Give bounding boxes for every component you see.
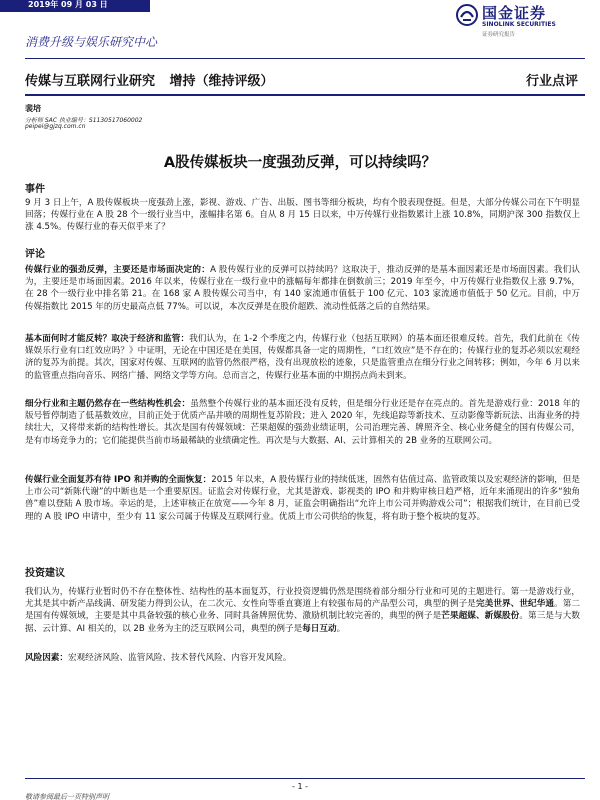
header-divider bbox=[25, 58, 585, 59]
analyst-cert: 分析师 SAC 执业编号：S1130517060002 bbox=[25, 117, 143, 124]
research-center-name: 消费升级与娱乐研究中心 bbox=[25, 35, 158, 49]
invest-stocks-3: 每日互动 bbox=[302, 623, 337, 634]
comment-heading: 评论 bbox=[25, 249, 45, 260]
rating-label: 增持（维持评级） bbox=[169, 74, 274, 89]
logo-cn-text: 国金证券 bbox=[482, 4, 547, 22]
p3-lead: 细分行业和主题仍然存在一些结构性机会： bbox=[25, 399, 191, 409]
risk-lead: 风险因素： bbox=[25, 653, 68, 663]
p4-lead: 传媒行业全面复苏有待 IPO 和并购的全面恢复： bbox=[25, 475, 212, 485]
invest-stocks-2: 芒果超媒、新媒股份 bbox=[441, 611, 520, 622]
footer-divider bbox=[25, 778, 585, 779]
event-heading: 事件 bbox=[25, 184, 45, 195]
invest-text-4: 。 bbox=[336, 623, 346, 634]
p3-body: 虽然整个传媒行业的基本面还没有反转，但是细分行业还是存在亮点的。首先是游戏行业：2018 年的版号暂停制造了低基数效应，目前正处于优质产品井喷的周期性复苏阶段；进入 2020 年，先线追踪等新技术、互动影像等新玩法、出海业务的持续壮大，又将带来新的结构性增长。其次是国有传媒领域：芒果超媒的强劲业绩证明，公司治理完善、牌照齐全、核心业务健全的国有传媒公司，是有市场竞争力的；它们能提供当前市场最稀缺的业绩确定性。再次是与大数据、AI、云计算相关的 2B 业务的互联网公司。 bbox=[25, 399, 580, 446]
report-date: 2019年 09 月 03 日 bbox=[28, 0, 108, 9]
invest-paragraph bbox=[25, 586, 580, 635]
report-type: 行业点评 bbox=[525, 74, 578, 89]
p1-lead: 传媒行业的强劲反弹，主要还是市场面决定的： bbox=[25, 265, 211, 275]
invest-text-3: 。第三是与大数据、云计算、AI 相关的，以 2B 业务为主的泛互联网公司，典型的例子是 bbox=[25, 611, 580, 634]
event-paragraph: 9 月 3 日上午，A 股传媒板块一度强劲上涨，影视、游戏、广告、出版、图书等细分板块，均有个股表现登挺。但是，大部分传媒公司在下午明显回落；传媒行业在 A 股 28 个一级行业当中，涨幅排名第 6。自从 8 月 15 日以来，中万传媒行业指数累计上涨 10.8%，同期沪深 300 指数仅上涨 4.5%。传媒行业的春天似乎来了？ bbox=[25, 198, 580, 233]
document-title: A股传媒板块一度强劲反弹，可以持续吗？ bbox=[163, 155, 437, 171]
risk-paragraph bbox=[25, 652, 580, 664]
analyst-email[interactable]: peipei@gjzq.com.cn bbox=[25, 123, 86, 130]
invest-heading: 投资建议 bbox=[25, 568, 65, 579]
brand-logo bbox=[450, 2, 578, 46]
comment-paragraph-3 bbox=[25, 398, 580, 447]
p2-lead: 基本面何时才能反转？取决于经济和监管： bbox=[25, 334, 190, 344]
invest-stocks-1: 完美世界、世纪华通 bbox=[475, 599, 555, 610]
risk-body: 宏观经济风险、监管风险、技术替代风险、内容开发风险。 bbox=[67, 653, 292, 663]
industry-title-line bbox=[25, 70, 274, 89]
comment-paragraph-1 bbox=[25, 264, 580, 313]
page-number: - 1 - bbox=[292, 782, 308, 791]
p4-body: 2015 年以来，A 股传媒行业的持续低迷，固然有估值过高、监管政策以及宏观经济的影响，但是上市公司“新陈代谢”的中断也是一个重要原因。证监会对传媒行业，尤其是游戏、影视类的 IPO 和并购审核日趋严格，近年来涌现出的许多“独角兽”难以登陆 A 股市场。幸运的是，上述审核正在放宽——今年 8 月，证监会明确指出“允许上市公司并购游戏公司”；根据我们统计，在目前已受理的 A 股 IPO 申请中，至少有 11 家公司属于传媒及互联网行业。优质上市公司供给的恢复，将有助于整个板块的复苏。 bbox=[25, 475, 580, 522]
p2-body: 我们认为，在 1-2 个季度之内，传媒行业（包括互联网）的基本面还很难反转。首先，我们此前在《传媒娱乐行业有口红效应吗？》中证明，无论在中国还是在美国，传媒都具备一定的周期性，“口红效应”是不存在的；传媒行业的复苏必须以宏观经济的复苏为前提。其次，国家对传媒、互联网的监管仍然很严格，没有出现放松的迹象，只是监管重点在细分行业之间转移；例如，今年 6 月以来的监管重点指向音乐、网络广播、网络文学等方向。总而言之，传媒行业基本面的中期拐点尚未到来。 bbox=[25, 334, 580, 381]
logo-sub-text: 证券研究报告 bbox=[482, 32, 516, 38]
analyst-name: 裴培 bbox=[25, 104, 41, 113]
comment-paragraph-4 bbox=[25, 474, 580, 523]
logo-en-text: SINOLINK SECURITIES bbox=[482, 21, 556, 28]
industry-name: 传媒与互联网行业研究 bbox=[25, 74, 156, 89]
invest-text-2: 。第二是国有传媒领域，主要是其中具备较强的核心业务、同时具备牌照优势、激励机制比较完善的，典型的例子是 bbox=[25, 599, 580, 622]
title-divider bbox=[25, 94, 585, 96]
footer-disclaimer: 敬请参阅最后一页特别声明 bbox=[25, 793, 109, 800]
date-bar bbox=[0, 0, 150, 12]
comment-paragraph-2 bbox=[25, 333, 580, 382]
invest-text-1: 我们认为，传媒行业暂时仍不存在整体性、结构性的基本面复苏，行业投资逻辑仍然是围绕着部分细分行业和可见的主题进行。第一是游戏行业，尤其是其中新产品线满、研发能力得到公认，在二次元、女性向等垂直赛道上有较强布局的产品型公司，典型的例子是 bbox=[25, 587, 580, 610]
p1-body: A 股传媒行业的反弹可以持续吗？这取决于，推动反弹的是基本面因素还是市场面因素。我们认为，主要还是市场面因素。2016 年以来，传媒行业在一级行业中的涨幅每年都排在倒数前三；2019 年至今，中万传媒行业指数仅上涨 9.7%，在 28 个一级行业中排名第 21。在 168 家 A 股传媒公司当中，有 140 家流通市值低于 100 亿元、103 家流通市值低于 50 亿元。目前，中万传媒指数比 2015 年的历史最高点低 77%。可以说，本次反弹是在股价超跌、流动性低落之后的自然结果。 bbox=[25, 265, 580, 312]
sinolink-logo-icon bbox=[456, 4, 478, 26]
